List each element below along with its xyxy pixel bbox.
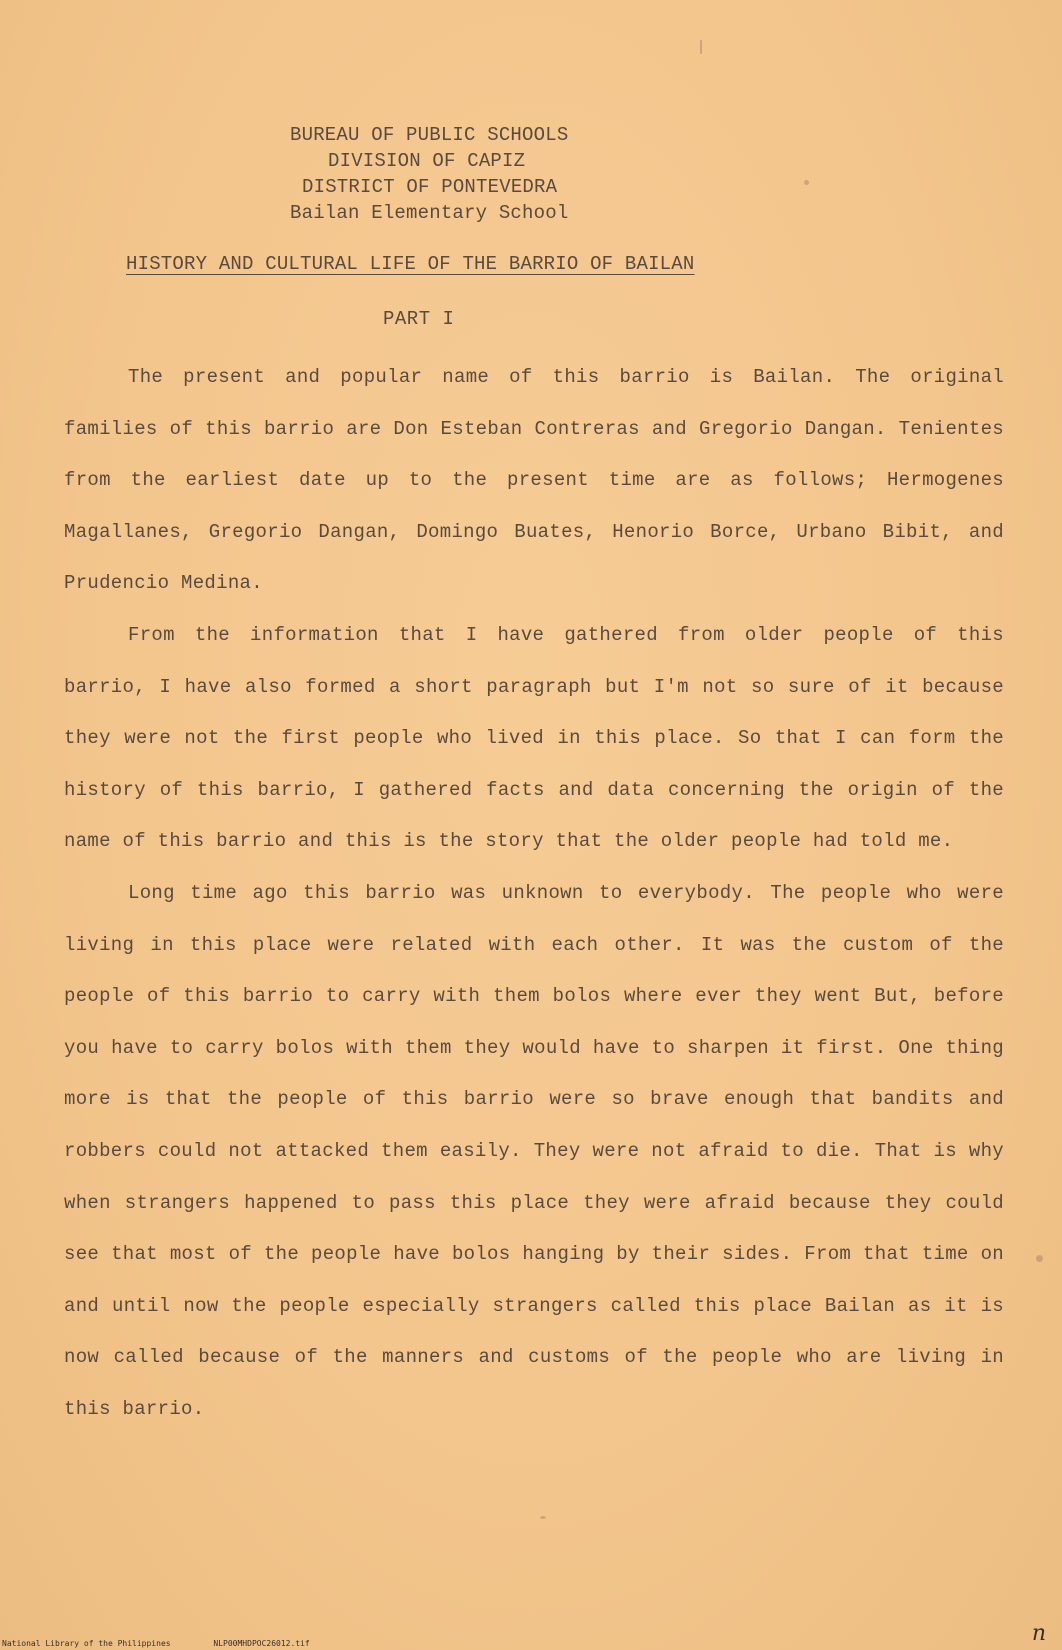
file-name: NLP00MHDPOC26012.tif [213, 1639, 310, 1648]
library-credit: National Library of the Philippines [2, 1639, 171, 1648]
document-title: HISTORY AND CULTURAL LIFE OF THE BARRIO OF BAILAN [126, 253, 695, 275]
bureau-line: BUREAU OF PUBLIC SCHOOLS [290, 124, 569, 146]
school-line: Bailan Elementary School [290, 202, 569, 224]
district-line: DISTRICT OF PONTEVEDRA [302, 176, 558, 198]
paragraph: Long time ago this barrio was unknown to everybody. The people who were living in this place were related with each other. It was the custom of the people of this barrio to carry with them bolos where ever they went But, before you have to carry bolos with them they would have to sharpen it first. One thing more is that the people of this barrio were so brave enough that bandits and robbers could not attacked them easily. They were not afraid to die. That is why when strangers happened to pass this place they were afraid because they could see that most of the people have bolos hanging by their sides. From that time on and until now the people especially strangers called this place Bailan as it is now called because of the manners and customs of the people who are living in this barrio. [64, 881, 1004, 1420]
paragraph: From the information that I have gathered from older people of this barrio, I have also formed a short paragraph but I'm not so sure of it because they were not the first people who lived in this place. So that I can form the history of this barrio, I gathered facts and data concerning the origin of the name of this barrio and this is the story that the older people had told me. [64, 623, 1004, 853]
part-heading: PART I [383, 308, 455, 330]
paper-speck [700, 40, 702, 54]
paper-speck [540, 1516, 546, 1519]
paper-speck [1036, 1255, 1043, 1262]
handwritten-page-mark: n [1031, 1621, 1046, 1646]
body-text [64, 352, 1004, 1435]
paragraph: The present and popular name of this barrio is Bailan. The original families of this barrio are Don Esteban Contreras and Gregorio Dangan. Tenientes from the earliest date up to the present time are as follows; Hermogenes Magallanes, Gregorio Dangan, Domingo Buates, Henorio Borce, Urbano Bibit, and Prudencio Medina. [64, 366, 1004, 595]
division-line: DIVISION OF CAPIZ [328, 150, 526, 172]
paper-speck [804, 180, 809, 185]
letterhead [260, 122, 660, 226]
scan-footer [2, 1639, 310, 1648]
